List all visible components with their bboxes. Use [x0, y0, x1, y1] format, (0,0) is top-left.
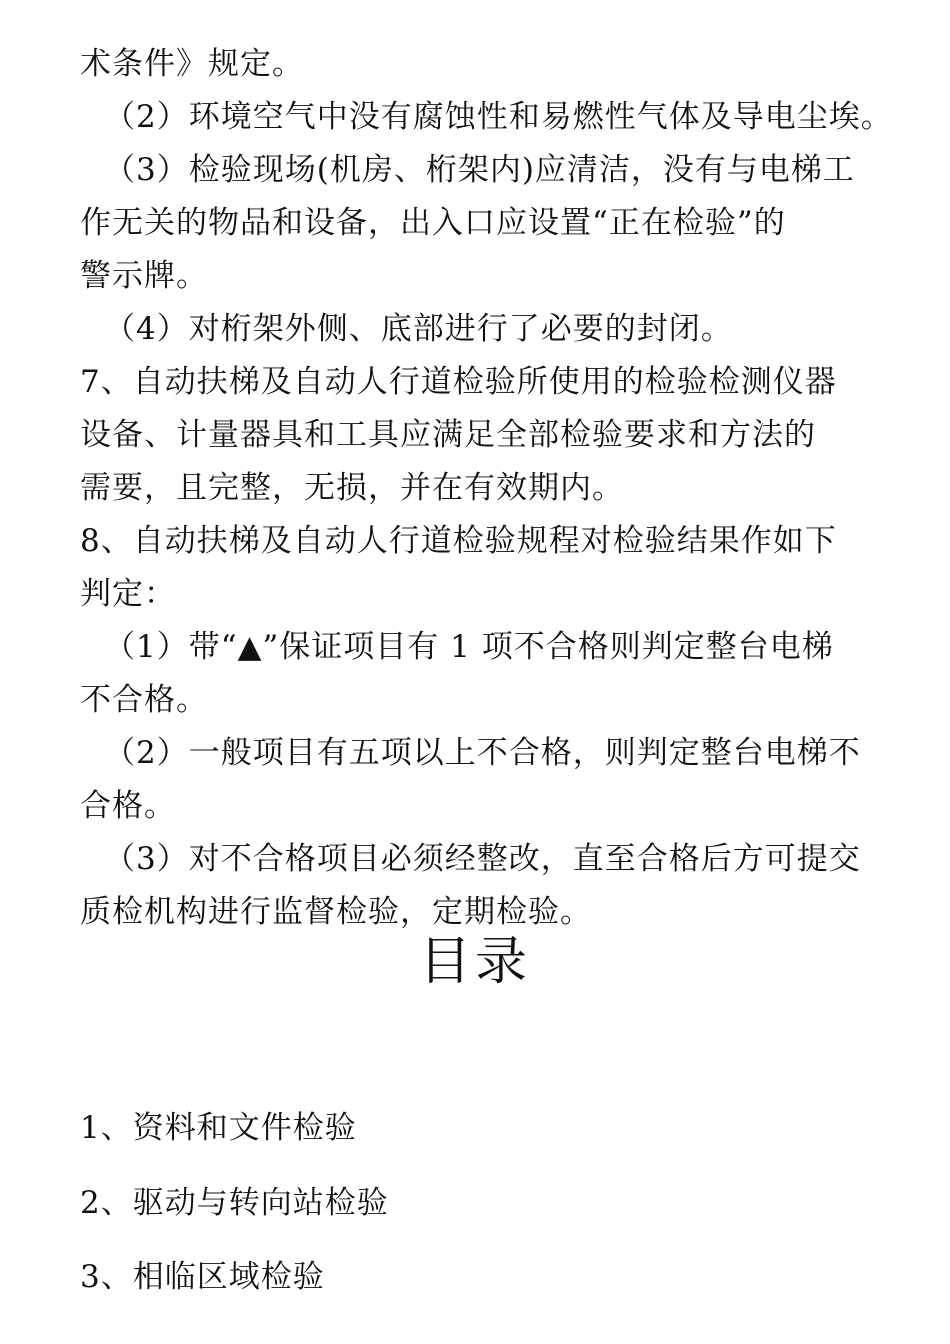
paragraph-line: 不合格。	[80, 682, 208, 718]
paragraph-line: 质检机构进行监督检验，定期检验。	[80, 894, 592, 930]
toc-title: 目录	[418, 932, 531, 992]
toc-item[interactable]: 2、驱动与转向站检验	[80, 1185, 389, 1221]
paragraph-line: 7、自动扶梯及自动人行道检验所使用的检验检测仪器	[80, 364, 837, 400]
paragraph-line: （4）对桁架外侧、底部进行了必要的封闭。	[104, 311, 733, 347]
paragraph-line: （3）对不合格项目必须经整改，直至合格后方可提交	[104, 841, 861, 877]
paragraph-line: （3）检验现场(机房、桁架内)应清洁，没有与电梯工	[104, 152, 855, 188]
paragraph-line: 需要，且完整，无损，并在有效期内。	[80, 470, 624, 506]
paragraph-line: （2）环境空气中没有腐蚀性和易燃性气体及导电尘埃。	[104, 99, 893, 135]
paragraph-line: 警示牌。	[80, 258, 208, 294]
paragraph-line: 判定：	[80, 576, 176, 612]
paragraph-line: （2）一般项目有五项以上不合格，则判定整台电梯不	[104, 735, 861, 771]
toc-item[interactable]: 1、资料和文件检验	[80, 1110, 357, 1146]
paragraph-line: 合格。	[80, 788, 176, 824]
paragraph-line: 设备、计量器具和工具应满足全部检验要求和方法的	[80, 417, 816, 453]
paragraph-line: 作无关的物品和设备，出入口应设置“正在检验”的	[80, 205, 786, 241]
toc-item[interactable]: 3、相临区域检验	[80, 1259, 325, 1295]
paragraph-line: 8、自动扶梯及自动人行道检验规程对检验结果作如下	[80, 523, 837, 559]
paragraph-line: （1）带“▲”保证项目有 1 项不合格则判定整台电梯	[104, 629, 834, 665]
paragraph-line: 术条件》规定。	[80, 46, 304, 82]
